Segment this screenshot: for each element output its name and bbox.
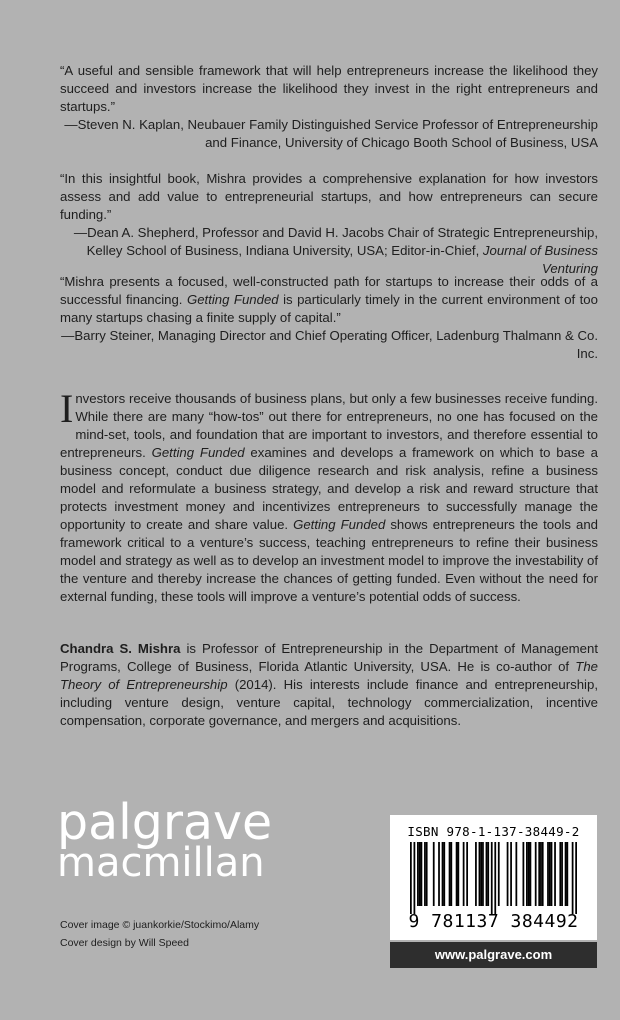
quote-3-text-before: “Mishra presents a focused, well-constructed path for startups to increase their odds of a successful financing. bbox=[60, 274, 598, 307]
barcode-bar bbox=[561, 842, 563, 906]
barcode-bar bbox=[575, 842, 577, 914]
description-part-1: nvestors receive thousands of business plans, but only a few businesses receive funding. While there are many “how-tos” out there for entrepreneurs, no one has focused on the mind-set, tools, and foundation that are important to investors, and therefore essential to entrepreneurs. bbox=[60, 391, 598, 460]
isbn-barcode bbox=[390, 815, 597, 940]
barcode-bar bbox=[554, 842, 556, 906]
quote-3-text bbox=[60, 273, 598, 327]
publisher-logo bbox=[57, 794, 273, 886]
endorsement-quote-3 bbox=[60, 273, 598, 363]
barcode-bar bbox=[530, 842, 532, 906]
quote-2-attribution: —Dean A. Shepherd, Professor and David H. Jacobs Chair of Strategic Entrepreneurship, Kelley School of Business, Indiana University, USA; Editor-in-Chief, bbox=[73, 225, 598, 258]
barcode-bar bbox=[526, 842, 528, 906]
barcode-bar bbox=[542, 842, 544, 906]
barcode-bar bbox=[466, 842, 468, 906]
barcode-bar bbox=[498, 842, 500, 906]
quote-3-book-title: Getting Funded bbox=[186, 292, 279, 307]
publisher-logo-line-2: macmillan bbox=[57, 840, 265, 886]
barcode-bar bbox=[442, 842, 444, 906]
barcode-bars bbox=[410, 842, 577, 914]
endorsement-quote-1 bbox=[60, 62, 598, 152]
barcode-bar bbox=[507, 842, 509, 906]
barcode-bar bbox=[463, 842, 465, 906]
barcode-bar bbox=[457, 842, 459, 906]
barcode-bar bbox=[486, 842, 488, 906]
description-dropcap: I bbox=[60, 386, 74, 431]
book-description bbox=[60, 386, 598, 606]
barcode-bar bbox=[480, 842, 482, 906]
barcode-bar bbox=[491, 842, 493, 914]
quote-2-text: “In this insightful book, Mishra provides a comprehensive explanation for how investors assess and add value to entrepreneurial startups, and how entrepreneurs can secure funding.” bbox=[60, 171, 598, 222]
barcode-bar bbox=[456, 842, 458, 906]
barcode-bar bbox=[410, 842, 412, 914]
barcode-bar bbox=[565, 842, 567, 906]
barcode-bar bbox=[450, 842, 452, 906]
barcode-bar bbox=[538, 842, 540, 906]
barcode-bar bbox=[426, 842, 428, 906]
barcode-bar bbox=[479, 842, 481, 906]
barcode-bar bbox=[443, 842, 445, 906]
author-name: Chandra S. Mishra bbox=[60, 641, 181, 656]
barcode-bar bbox=[424, 842, 426, 906]
author-bio bbox=[60, 640, 598, 730]
endorsement-quote-2 bbox=[60, 170, 598, 278]
description-book-title-1: Getting Funded bbox=[151, 445, 245, 460]
cover-design-credit: Cover design by Will Speed bbox=[60, 937, 189, 949]
description-part-2: examines and develops a framework on which to base a business concept, conduct due diligence research and risk analysis, refine a business model and reformulate a business strategy, and develop a risk and reward structure that protects investment money and incentivizes entrepreneurs to successfully manage the opportunity to create and share value. bbox=[60, 445, 598, 532]
barcode-bar bbox=[494, 842, 496, 914]
barcode-bar bbox=[547, 842, 549, 906]
barcode-bar bbox=[487, 842, 489, 906]
barcode-bar bbox=[421, 842, 423, 906]
isbn-label: ISBN 978-1-137-38449-2 bbox=[407, 824, 580, 839]
barcode-bar bbox=[449, 842, 451, 906]
barcode-bar bbox=[482, 842, 484, 906]
publisher-logo-line-1: palgrave bbox=[57, 794, 273, 851]
author-bio-part-2: (2014). His interests include finance and entrepreneurship, including venture design, venture capital, technology commercialization, incentive compensation, corporate governance, and mergers and acquisitions. bbox=[60, 677, 598, 728]
barcode-bar bbox=[535, 842, 537, 906]
barcode-bar bbox=[510, 842, 512, 906]
barcode-bar bbox=[523, 842, 525, 906]
quote-2-attribution-block bbox=[60, 224, 598, 278]
barcode-bar bbox=[438, 842, 440, 906]
barcode-bar bbox=[475, 842, 477, 906]
quote-3-attribution: —Barry Steiner, Managing Director and Chief Operating Officer, Ladenburg Thalmann & Co. Inc. bbox=[61, 328, 598, 361]
quote-3-text-after: is particularly timely in the current environment of too many startups chasing a finite supply of capital.” bbox=[60, 292, 598, 325]
barcode-bar bbox=[572, 842, 574, 914]
author-book-title: The Theory of Entrepreneurship bbox=[60, 659, 598, 692]
barcode-bar bbox=[515, 842, 517, 906]
barcode-bar bbox=[551, 842, 553, 906]
description-book-title-2: Getting Funded bbox=[293, 517, 386, 532]
publisher-website: www.palgrave.com bbox=[390, 942, 597, 968]
barcode-digits: 9 781137 384492 bbox=[408, 911, 579, 932]
cover-image-credit: Cover image © juankorkie/Stockimo/Alamy bbox=[60, 919, 260, 931]
barcode-bar bbox=[559, 842, 561, 906]
barcode-bar bbox=[419, 842, 421, 906]
author-bio-part-1: is Professor of Entrepreneurship in the Department of Management Programs, College of Business, Florida Atlantic University, USA. He is co-author of bbox=[60, 641, 598, 674]
barcode-bar bbox=[549, 842, 551, 906]
barcode-bar bbox=[417, 842, 419, 906]
quote-2-journal-title: Journal of Business Venturing bbox=[482, 243, 598, 276]
barcode-bar bbox=[433, 842, 435, 906]
barcode-bar bbox=[528, 842, 530, 906]
quote-1-text: “A useful and sensible framework that will help entrepreneurs increase the likelihood they succeed and investors increase the likelihood they invest in the right entrepreneurs and startups.” bbox=[60, 63, 598, 114]
quote-1-attribution: —Steven N. Kaplan, Neubauer Family Distinguished Service Professor of Entrepreneurship and Finance, University of Chicago Booth School of Business, USA bbox=[64, 117, 598, 150]
description-part-3: shows entrepreneurs the tools and framework critical to a venture’s success, teaching entrepreneurs to refine their business model and strategy as well as to develop an investment model to improve the investability of the venture and thereby increase the chances of getting funded. Even without the need for external funding, these tools will improve a venture’s potential odds of success. bbox=[60, 517, 598, 604]
barcode-bar bbox=[540, 842, 542, 906]
barcode-bar bbox=[414, 842, 416, 914]
barcode-bar bbox=[566, 842, 568, 906]
